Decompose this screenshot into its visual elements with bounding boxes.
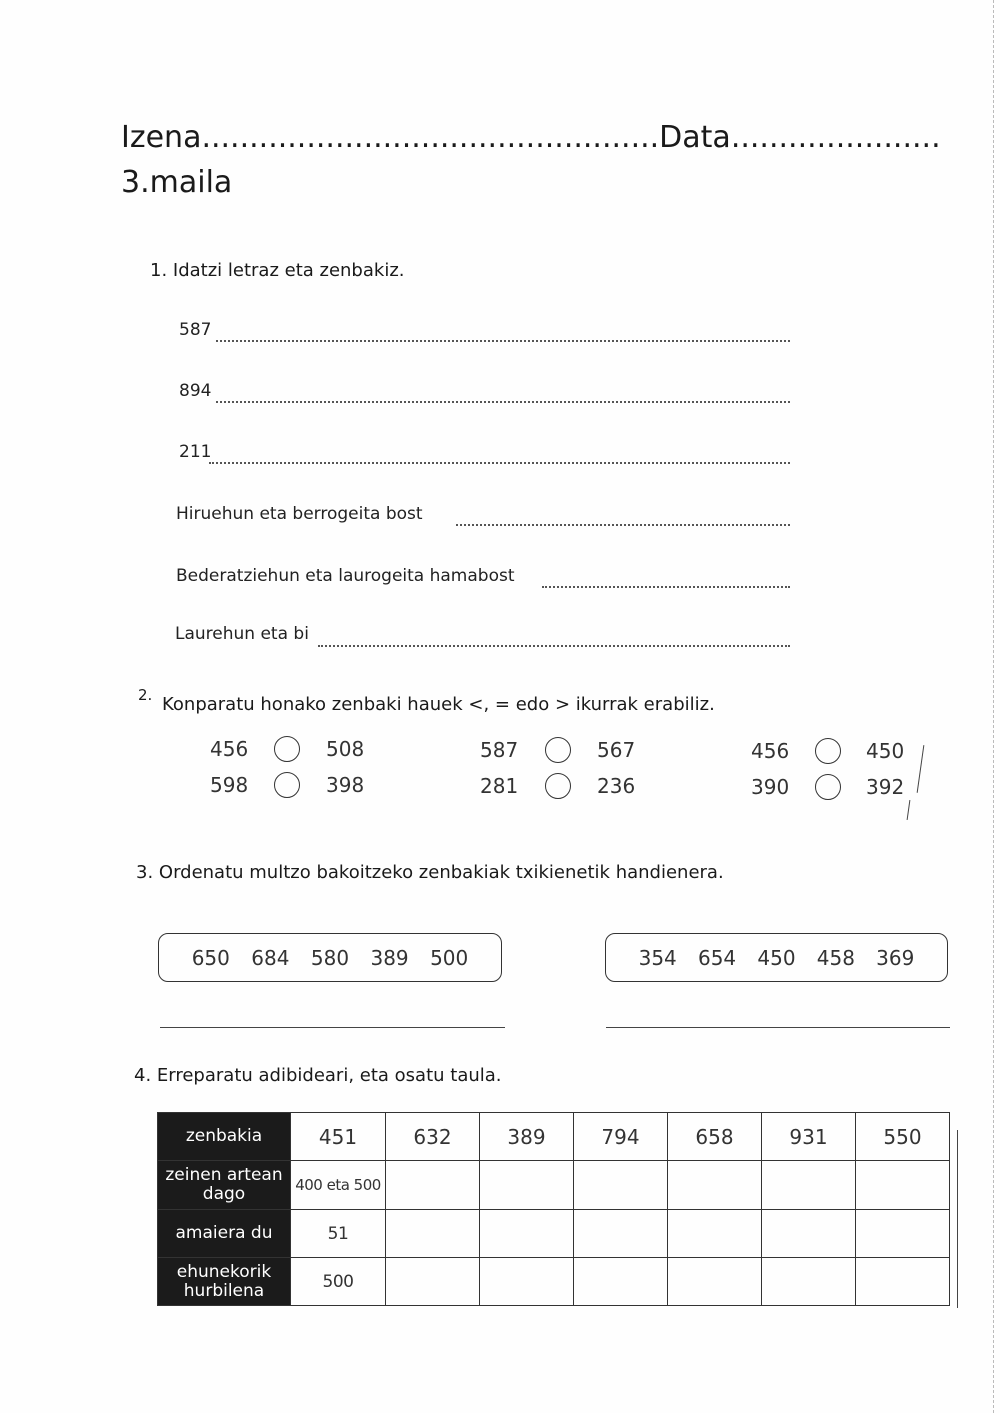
q3-title: 3. Ordenatu multzo bakoitzeko zenbakiak txikienetik handienera.	[136, 862, 724, 883]
table-cell-answer[interactable]	[480, 1258, 574, 1306]
table-cell-answer[interactable]	[574, 1161, 668, 1210]
q2-right-number: 236	[597, 774, 636, 798]
table-cell-number: 632	[386, 1113, 480, 1161]
q2-answer-circle[interactable]	[815, 774, 841, 800]
q1-answer-line-2[interactable]	[216, 401, 790, 403]
scan-mark	[957, 1130, 958, 1308]
table-cell-answer[interactable]	[668, 1210, 762, 1258]
name-date-line: Izena................................................Data......................	[121, 120, 941, 155]
q3-set1-number: 684	[251, 945, 290, 970]
q3-set2-number: 354	[638, 945, 677, 970]
q2-answer-circle[interactable]	[545, 737, 571, 763]
scan-mark	[907, 800, 911, 820]
table-cell-answer[interactable]	[386, 1258, 480, 1306]
table-cell-answer[interactable]	[480, 1161, 574, 1210]
q2-title: Konparatu honako zenbaki hauek <, = edo > ikurrak erabiliz.	[162, 694, 715, 715]
table-cell-answer[interactable]	[668, 1161, 762, 1210]
table-cell-answer[interactable]	[574, 1258, 668, 1306]
q3-answer-line-2[interactable]	[606, 1027, 950, 1028]
q2-right-number: 450	[866, 739, 905, 763]
table-cell-example: 400 eta 500	[291, 1161, 386, 1210]
q2-answer-circle[interactable]	[545, 773, 571, 799]
table-row	[158, 1258, 950, 1306]
table-cell-answer[interactable]	[480, 1210, 574, 1258]
q3-set1-number: 500	[430, 945, 469, 970]
q2-left-number: 456	[751, 739, 790, 763]
table-cell-answer[interactable]	[856, 1258, 950, 1306]
q1-item-3: 211	[179, 442, 212, 462]
table-cell-answer[interactable]	[386, 1161, 480, 1210]
table-cell-number: 389	[480, 1113, 574, 1161]
q1-answer-line-3[interactable]	[209, 462, 790, 464]
q1-item-6: Laurehun eta bi	[175, 624, 309, 644]
table-cell-answer[interactable]	[668, 1258, 762, 1306]
table-cell-answer[interactable]	[574, 1210, 668, 1258]
q2-answer-circle[interactable]	[815, 738, 841, 764]
table-cell-number: 658	[668, 1113, 762, 1161]
q3-set2-number: 458	[816, 945, 855, 970]
table-cell-answer[interactable]	[856, 1161, 950, 1210]
table-cell-number: 931	[762, 1113, 856, 1161]
row-header-number: zenbakia	[158, 1113, 291, 1161]
q2-right-number: 398	[326, 773, 365, 797]
q1-item-4: Hiruehun eta berrogeita bost	[176, 504, 423, 524]
q3-set1-number: 389	[370, 945, 409, 970]
q1-answer-line-6[interactable]	[318, 645, 790, 647]
q2-left-number: 587	[480, 738, 519, 762]
q4-title: 4. Erreparatu adibideari, eta osatu taula.	[134, 1065, 502, 1086]
q2-answer-circle[interactable]	[274, 772, 300, 798]
table-cell-example: 500	[291, 1258, 386, 1306]
table-cell-answer[interactable]	[762, 1258, 856, 1306]
row-header-nearest-hundred: ehunekorik hurbilena	[158, 1258, 291, 1306]
q3-set2-number: 369	[876, 945, 915, 970]
q3-set2-number: 450	[757, 945, 796, 970]
scan-edge	[993, 0, 1000, 1413]
q4-table	[157, 1112, 950, 1306]
grade-label: 3.maila	[121, 165, 233, 200]
q1-title: 1. Idatzi letraz eta zenbakiz.	[150, 260, 405, 281]
table-cell-number: 451	[291, 1113, 386, 1161]
q2-number: 2.	[138, 686, 153, 704]
q1-item-2: 894	[179, 381, 212, 401]
table-cell-number: 550	[856, 1113, 950, 1161]
q2-left-number: 390	[751, 775, 790, 799]
q3-set1-number: 650	[191, 945, 230, 970]
table-cell-answer[interactable]	[762, 1210, 856, 1258]
q1-answer-line-5[interactable]	[542, 586, 790, 588]
q2-left-number: 598	[210, 773, 249, 797]
q2-answer-circle[interactable]	[274, 736, 300, 762]
q3-number-set-1	[158, 933, 502, 982]
table-cell-example: 51	[291, 1210, 386, 1258]
row-header-ends-with: amaiera du	[158, 1210, 291, 1258]
table-cell-number: 794	[574, 1113, 668, 1161]
q3-answer-line-1[interactable]	[160, 1027, 505, 1028]
q1-item-1: 587	[179, 320, 212, 340]
table-row	[158, 1113, 950, 1161]
table-cell-answer[interactable]	[386, 1210, 480, 1258]
q1-answer-line-4[interactable]	[456, 524, 790, 526]
row-header-between: zeinen artean dago	[158, 1161, 291, 1210]
scan-mark	[917, 745, 925, 793]
q3-set1-number: 580	[310, 945, 350, 970]
table-cell-answer[interactable]	[856, 1210, 950, 1258]
q1-answer-line-1[interactable]	[216, 340, 790, 342]
table-row	[158, 1210, 950, 1258]
table-row	[158, 1161, 950, 1210]
q1-item-5: Bederatziehun eta laurogeita hamabost	[176, 566, 515, 586]
q2-right-number: 567	[597, 738, 636, 762]
q3-set2-number: 654	[697, 945, 737, 970]
q3-number-set-2	[605, 933, 948, 982]
table-cell-answer[interactable]	[762, 1161, 856, 1210]
q2-left-number: 456	[210, 737, 249, 761]
q2-right-number: 392	[866, 775, 905, 799]
q2-right-number: 508	[326, 737, 365, 761]
q2-left-number: 281	[480, 774, 519, 798]
